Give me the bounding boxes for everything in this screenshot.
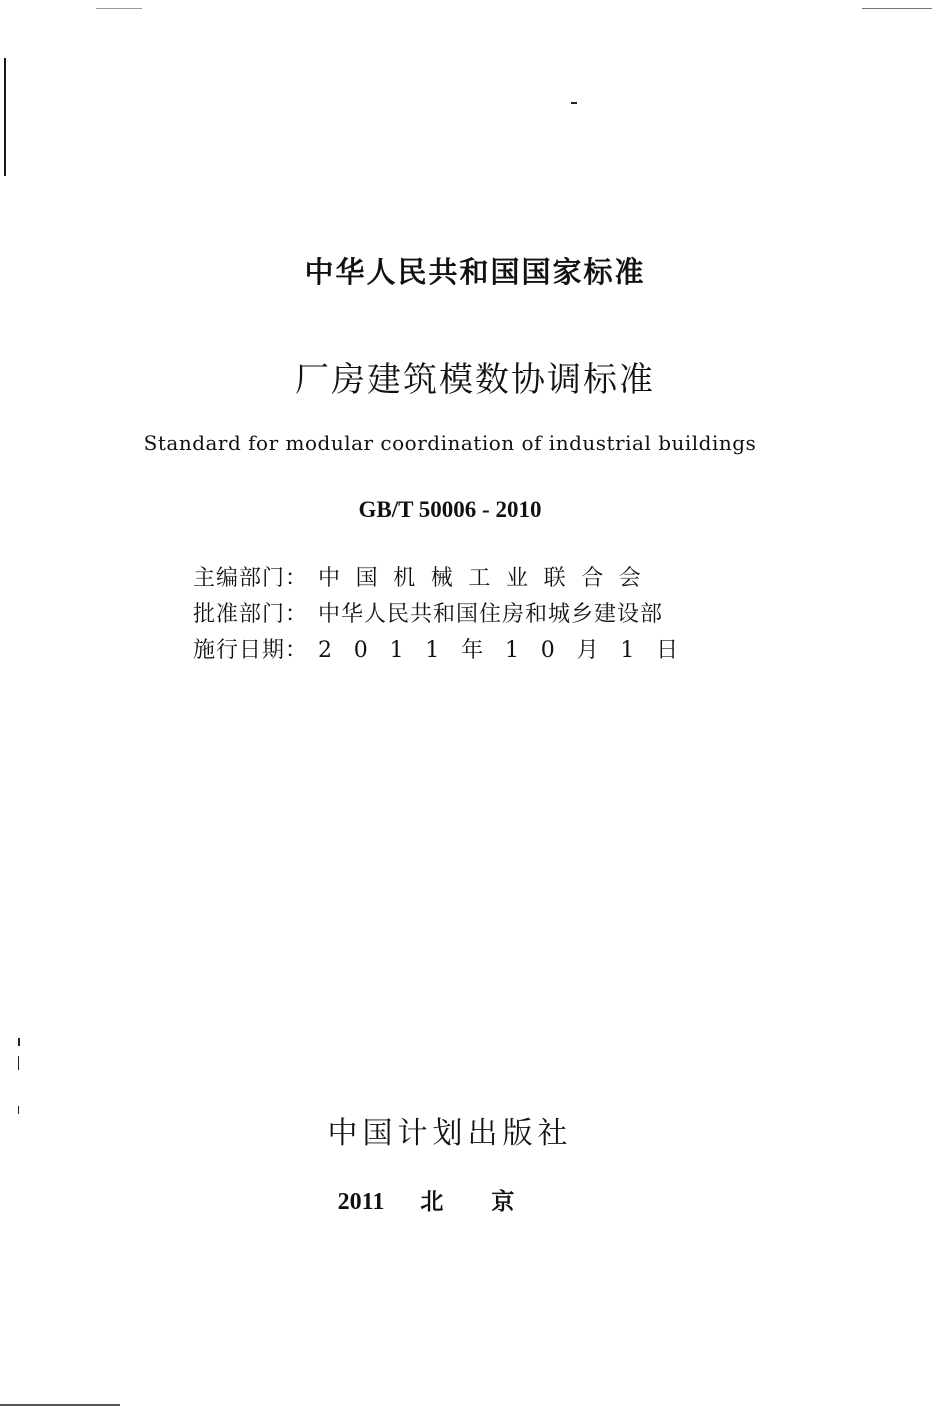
standard-title-english: Standard for modular coordination of industrial buildings — [143, 431, 757, 455]
approval-department-row — [193, 597, 700, 633]
standard-metadata — [193, 561, 700, 669]
scan-artifact-top-edge — [862, 8, 932, 9]
standard-title-chinese: 厂房建筑模数协调标准 — [295, 360, 655, 400]
effective-date-value: 2011年10月1日 — [318, 638, 700, 663]
national-standard-label: 中华人民共和国国家标准 — [304, 255, 646, 289]
effective-date-label: 施行日期： — [193, 638, 309, 663]
publication-city: 北京 — [420, 1189, 563, 1215]
publisher-name: 中国计划出版社 — [327, 1116, 573, 1151]
chief-editor-value: 中国机械工业联合会 — [318, 566, 657, 591]
publication-year: 2011 — [337, 1189, 385, 1215]
scan-artifact-mark — [571, 102, 577, 104]
scan-artifact-top-edge — [96, 8, 142, 9]
chief-editor-row — [193, 561, 700, 597]
scan-artifact-left-edge — [4, 58, 6, 176]
standard-code: GB/T 50006 - 2010 — [358, 497, 542, 522]
chief-editor-label: 主编部门： — [193, 566, 309, 591]
approval-department-value: 中华人民共和国住房和城乡建设部 — [318, 602, 664, 627]
publication-line — [0, 1183, 950, 1216]
scan-artifact-mark — [18, 1038, 20, 1046]
scan-artifact-mark — [18, 1056, 19, 1070]
effective-date-row — [193, 633, 700, 669]
approval-department-label: 批准部门： — [193, 602, 309, 627]
scan-artifact-bottom-edge — [0, 1404, 120, 1406]
